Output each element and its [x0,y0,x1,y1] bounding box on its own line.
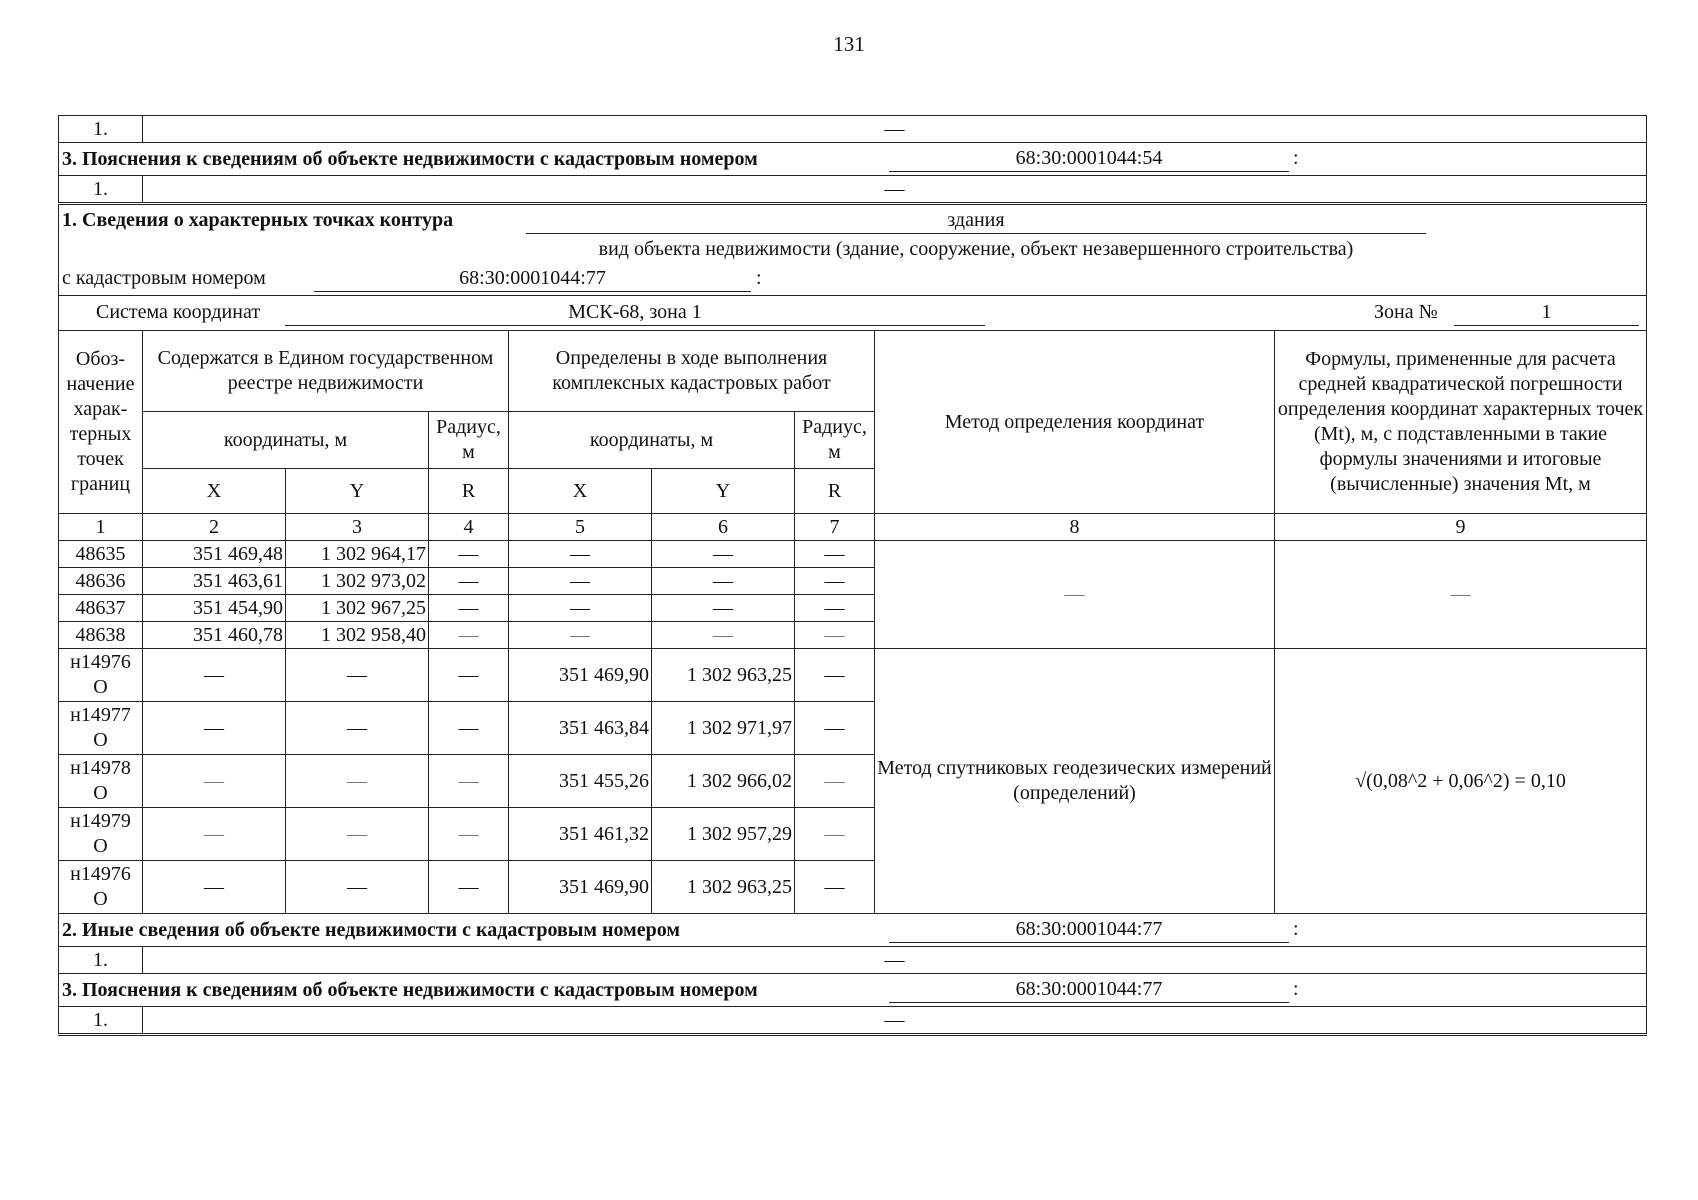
y-value: 1 302 958,40 [286,622,429,649]
y-value: — [286,755,429,808]
column-numbers-row [59,514,1647,541]
section-title: 2. Иные сведения об объекте недвижимости с кадастровым номером [62,919,681,941]
section-title: 3. Пояснения к сведениям об объекте недвижимости с кадастровым номером [62,148,758,170]
y-header: Y [652,469,795,514]
formula-value: √(0,08^2 + 0,06^2) = 0,10 [1275,649,1647,914]
r-value: — [429,649,509,702]
x2-value: — [509,595,652,622]
r-value: — [429,622,509,649]
y2-value: 1 302 971,97 [652,702,795,755]
r-value: — [429,595,509,622]
y2-value: 1 302 957,29 [652,808,795,861]
column-number: 4 [429,514,509,541]
zone-value: 1 [1454,300,1639,326]
determined-header: Определены в ходе выполнения комплексных кадастровых работ [509,331,875,412]
point-id: н14977 О [59,702,143,755]
x-value: 351 463,61 [143,568,286,595]
point-id: 48635 [59,541,143,568]
column-number: 5 [509,514,652,541]
page-number: 131 [833,32,865,56]
r-value: — [429,702,509,755]
cad-label: с кадастровым номером [62,267,266,289]
point-id: н14976 О [59,649,143,702]
r2-value: — [795,595,875,622]
method-value: — [875,541,1275,649]
r-value: — [429,541,509,568]
explanations-54-item [59,176,1647,204]
y-value: 1 302 973,02 [286,568,429,595]
system-label: Система координат [96,301,261,323]
section-title: 1. Сведения о характерных точках контура [62,209,454,231]
y-header: Y [286,469,429,514]
x2-value: 351 469,90 [509,861,652,914]
column-number: 9 [1275,514,1647,541]
x2-value: — [509,541,652,568]
y-value: 1 302 964,17 [286,541,429,568]
point-id: н14976 О [59,861,143,914]
column-number: 8 [875,514,1275,541]
r2-value: — [795,541,875,568]
y2-value: 1 302 966,02 [652,755,795,808]
y2-value: 1 302 963,25 [652,649,795,702]
y-value: 1 302 967,25 [286,595,429,622]
x-value: 351 454,90 [143,595,286,622]
section2-header: 2. Иные сведения об объекте недвижимости с кадастровым номером 68:30:0001044:77 : [59,914,1647,947]
radius-header: Радиус, м [795,412,875,469]
cadastral-number: 68:30:0001044:54 [889,146,1289,172]
zone-label: Зона № [1374,301,1438,323]
egrn-header: Содержатся в Едином государственном реестре недвижимости [143,331,509,412]
system-value: МСК-68, зона 1 [285,300,985,326]
point-id: н14979 О [59,808,143,861]
r-header: R [429,469,509,514]
item-value: — [143,176,1647,204]
section3-header: 3. Пояснения к сведениям об объекте недвижимости с кадастровым номером 68:30:0001044:77 : [59,974,1647,1007]
item-number: 1. [59,116,143,143]
coordinate-system-row [59,296,1647,331]
section1-header: 1. Сведения о характерных точках контура здания вид объекта недвижимости (здание, сооружение, объект незавершенного строительства) с кадастровым номером 68:30:0001044:77 : [59,204,1647,296]
r2-value: — [795,568,875,595]
y-value: — [286,702,429,755]
column-number: 1 [59,514,143,541]
r2-value: — [795,808,875,861]
item-value: — [143,116,1647,143]
x-header: X [509,469,652,514]
x-header: X [143,469,286,514]
method-header: Метод определения координат [875,331,1275,514]
r-header: R [795,469,875,514]
method-value: Метод спутниковых геодезических измерений (определений) [875,649,1275,914]
item-number: 1. [59,176,143,204]
x-value: — [143,808,286,861]
item-number: 1. [59,947,143,974]
designation-header: Обоз- начение харак- терных точек границ [59,331,143,514]
point-id: 48637 [59,595,143,622]
x2-value: 351 461,32 [509,808,652,861]
item-value: — [143,1007,1647,1035]
object-kind: здания [526,208,1426,234]
radius-header: Радиус, м [429,412,509,469]
x-value: 351 469,48 [143,541,286,568]
coords-header: координаты, м [509,412,795,469]
table-header-row-1 [59,331,1647,412]
cadastral-number: 68:30:0001044:77 [889,917,1289,943]
x2-value: — [509,568,652,595]
point-id: 48636 [59,568,143,595]
coords-header: координаты, м [143,412,429,469]
r-value: — [429,755,509,808]
r-value: — [429,861,509,914]
x2-value: 351 463,84 [509,702,652,755]
column-number: 3 [286,514,429,541]
x-value: — [143,755,286,808]
y2-value: — [652,595,795,622]
x2-value: 351 455,26 [509,755,652,808]
column-number: 2 [143,514,286,541]
object-kind-caption: вид объекта недвижимости (здание, сооружение, объект незавершенного строительства) [598,238,1354,260]
formula-header: Формулы, примененные для расчета средней квадратической погрешности определения координат характерных точек (Mt), м, с подставленными в такие формулы значениями и итоговые (вычисленные) значения Mt, м [1275,331,1647,514]
explanations-54-header: 3. Пояснения к сведениям об объекте недвижимости с кадастровым номером 68:30:0001044:54 : [59,143,1647,176]
x2-value: — [509,622,652,649]
cadastral-form [58,115,1646,1036]
x-value: — [143,702,286,755]
table-row [59,541,1647,568]
r-value: — [429,808,509,861]
formula-value: — [1275,541,1647,649]
item-value: — [143,947,1647,974]
y2-value: — [652,622,795,649]
top-item-row [59,116,1647,143]
r2-value: — [795,861,875,914]
y-value: — [286,861,429,914]
y-value: — [286,649,429,702]
section2-item [59,947,1647,974]
cadastral-number: 68:30:0001044:77 [889,977,1289,1003]
x-value: — [143,649,286,702]
item-number: 1. [59,1007,143,1035]
form-table [58,115,1647,1036]
x2-value: 351 469,90 [509,649,652,702]
r2-value: — [795,622,875,649]
section-title: 3. Пояснения к сведениям об объекте недвижимости с кадастровым номером [62,979,758,1001]
y2-value: — [652,568,795,595]
y-value: — [286,808,429,861]
section3-item [59,1007,1647,1035]
column-number: 6 [652,514,795,541]
column-number: 7 [795,514,875,541]
r2-value: — [795,755,875,808]
point-id: 48638 [59,622,143,649]
r-value: — [429,568,509,595]
r2-value: — [795,702,875,755]
y2-value: — [652,541,795,568]
r2-value: — [795,649,875,702]
x-value: 351 460,78 [143,622,286,649]
cadastral-number: 68:30:0001044:77 [314,266,751,292]
table-row [59,649,1647,702]
x-value: — [143,861,286,914]
y2-value: 1 302 963,25 [652,861,795,914]
point-id: н14978 О [59,755,143,808]
